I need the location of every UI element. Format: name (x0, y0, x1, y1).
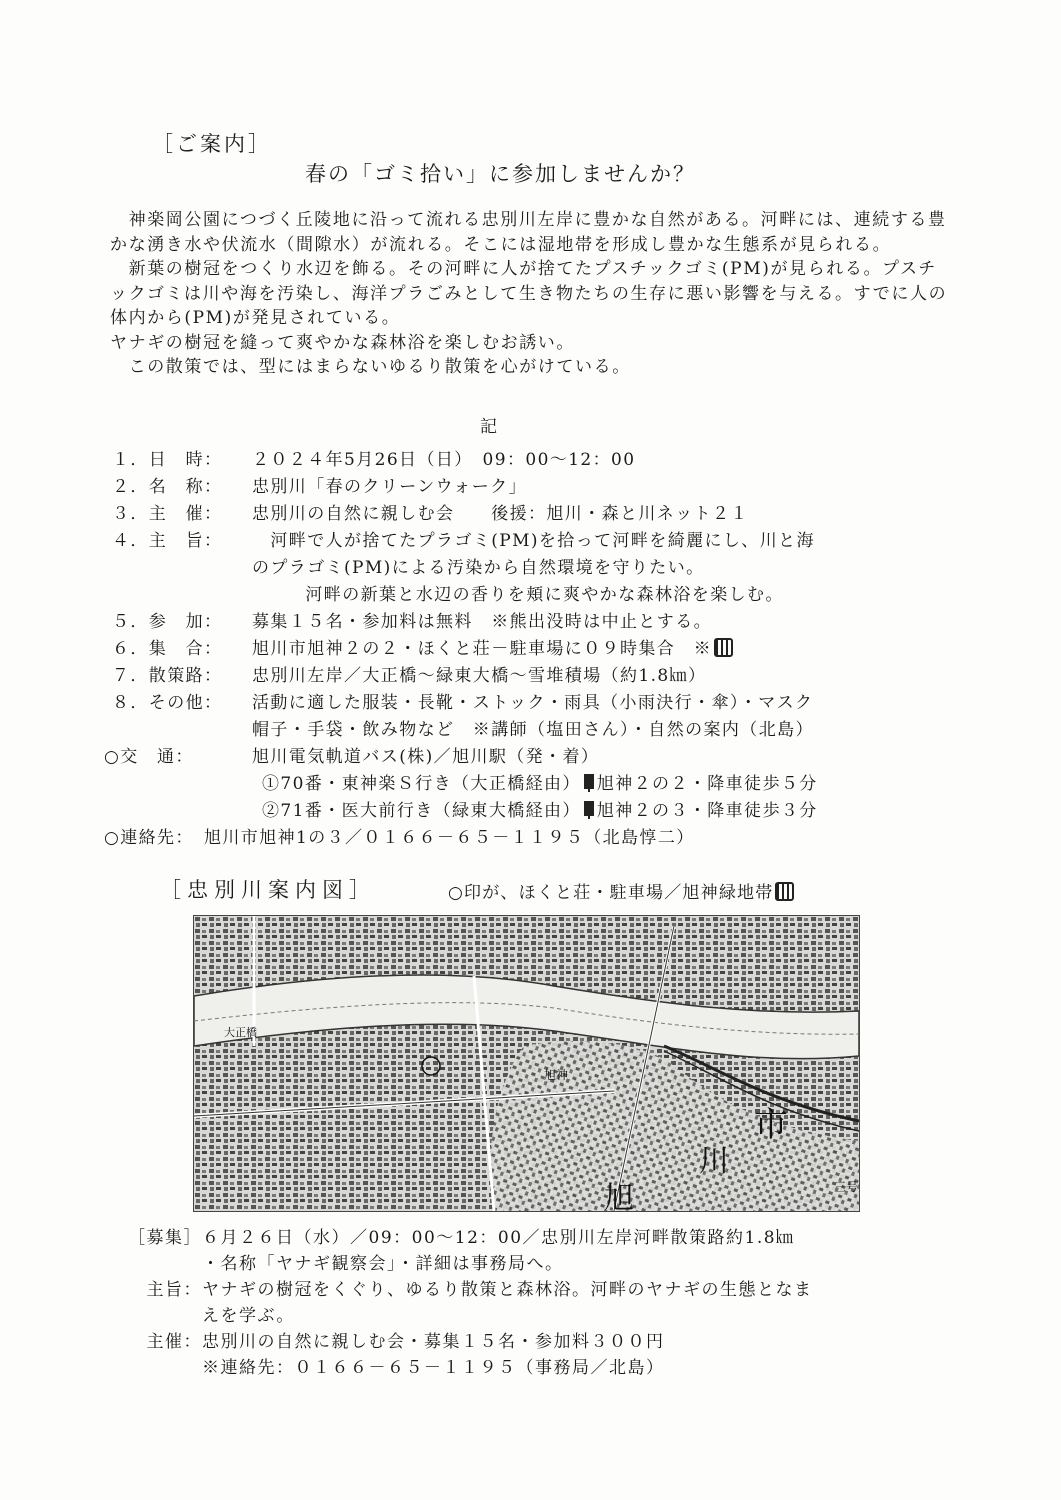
bus-route-2 (112, 795, 942, 822)
green-belt-icon (775, 882, 794, 901)
detail-value-wrap (252, 634, 942, 659)
transport-key: ○交 通： (104, 747, 194, 767)
recruit-value: ６月２６日（水）／09：00～12：00／忠別川左岸河畔散策路約1.8㎞ (202, 1227, 795, 1248)
detail-row-organizer (112, 498, 942, 525)
recruit-purpose-value: ヤナギの樹冠をくぐり、ゆるり散策と森林浴。河畔のヤナギの生態となま (202, 1279, 813, 1300)
detail-key: ７．散策路： (112, 666, 223, 686)
detail-row-name (112, 471, 942, 498)
recruit-purpose-row (118, 1274, 958, 1300)
detail-value: 忠別川の自然に親しむ会 後援：旭川・森と川ネット２１ (252, 504, 749, 524)
page-title: 春の「ゴミ拾い」に参加しませんか？ (305, 162, 696, 186)
detail-value: 旭川市旭神２の２・ほくと荘－駐車場に０９時集合 ※ (252, 639, 712, 659)
recruit-continuation: ・名称「ヤナギ観察会」・詳細は事務局へ。 (202, 1253, 564, 1274)
river-map (193, 915, 860, 1212)
bus-stop-text: 旭神２の３・降車徒歩３分 (596, 801, 818, 821)
detail-key: ４．主 旨： (112, 531, 223, 551)
detail-row-participation (112, 606, 942, 633)
detail-key: ２．名 称： (112, 477, 223, 497)
recruit-row (118, 1222, 958, 1248)
map-legend (448, 878, 794, 903)
intro-paragraph: この散策では、型にはまらないゆるり散策を心がけている。 (110, 357, 631, 377)
intro-paragraph: 神楽岡公園につづく丘陵地に沿って流れる忠別川左岸に豊かな自然がある。河畔には、連続する豊かな湧き水や伏流水（間隙水）が流れる。そこには湿地帯を形成し豊かな生態系が見られる。 (110, 210, 947, 255)
detail-row-meeting (112, 633, 942, 660)
map-label-city: 市 (754, 1105, 788, 1145)
bus-stop-text: 旭神２の２・降車徒歩５分 (596, 774, 818, 794)
detail-row-other (112, 687, 942, 714)
recruit-purpose-key: 主旨： (146, 1279, 202, 1300)
map-legend-text: ○印が、ほくと荘・駐車場／旭神緑地帯 (448, 883, 774, 903)
detail-key: ３．主 催： (112, 504, 223, 524)
map-image (194, 916, 859, 1211)
notice-label: ［ご案内］ (152, 132, 272, 156)
detail-key: ８．その他： (112, 693, 223, 713)
map-label-asahi: 旭 (604, 1181, 634, 1211)
map-label-taisho: 大正橋 (224, 1026, 257, 1039)
detail-row-route (112, 660, 942, 687)
map-label-kawa: 川 (699, 1144, 729, 1179)
detail-continuation: 帽子・手袋・飲み物など ※講師（塩田さん）・自然の案内（北島） (252, 720, 814, 740)
transport-row (104, 741, 942, 768)
detail-row-date (112, 444, 942, 471)
recruit-organizer-key: 主催： (146, 1331, 202, 1352)
bus-route-text: ②71番・医大前行き（緑東大橋経由） (262, 801, 581, 821)
intro-paragraph: 新葉の樹冠をつくり水辺を飾る。その河畔に人が捨てたプスチックゴミ(PM)が見られる。プスチックゴミは川や海を汚染し、海洋プラごみとして生き物たちの生存に悪い影響を与える。すでに人の体内から(PM)が発見されている。 (110, 259, 948, 328)
map-label-kyokushin: 旭神 (544, 1068, 569, 1082)
detail-value: 河畔で人が捨てたプラゴミ(PM)を拾って河畔を綺麗にし、川と海 (252, 531, 815, 551)
detail-continuation: 河畔の新葉と水辺の香りを頬に爽やかな森林浴を楽しむ。 (287, 585, 784, 605)
contact-value: 旭川市旭神1の３／０１６６－６５－１１９５（北島惇二） (204, 828, 695, 848)
green-belt-icon (714, 638, 733, 657)
transport-value: 旭川電気軌道バス(株)／旭川駅（発・着） (252, 747, 600, 767)
intro-text (110, 208, 950, 380)
detail-value: ２０２４年5月26日（日） 09：00～12：00 (252, 450, 636, 470)
recruit-purpose-continuation: えを学ぶ。 (202, 1305, 295, 1326)
ki-mark: 記 (480, 417, 497, 437)
detail-row-purpose (112, 525, 942, 552)
detail-key: ６．集 合： (112, 639, 223, 659)
map-label-sango: 三号 (834, 1180, 859, 1194)
bus-route-1 (112, 768, 942, 795)
recruitment-section (118, 1222, 958, 1378)
detail-value: 忠別川左岸／大正橋～緑東大橋～雪堆積場（約1.8㎞） (252, 666, 707, 686)
detail-value: 忠別川「春のクリーンウォーク」 (252, 477, 527, 497)
recruit-organizer-value: 忠別川の自然に親しむ会・募集１５名・参加料３００円 (202, 1331, 665, 1352)
recruit-key: ［募集］ (128, 1227, 202, 1248)
map-heading: ［忠別川案内図］ (160, 878, 376, 902)
detail-value: 活動に適した服装・長靴・ストック・雨具（小雨決行・傘）・マスク (252, 693, 814, 713)
detail-key: １．日 時： (112, 450, 223, 470)
recruit-contact: ※連絡先：０１６６－６５－１１９５（事務局／北島） (202, 1357, 665, 1378)
bus-route-text: ①70番・東神楽Ｓ行き（大正橋経由） (262, 774, 581, 794)
detail-key: ５．参 加： (112, 612, 223, 632)
event-details (104, 444, 942, 849)
intro-paragraph: ヤナギの樹冠を縫って爽やかな森林浴を楽しむお誘い。 (110, 332, 575, 353)
bus-stop-icon (584, 774, 594, 789)
bus-stop-icon (584, 801, 594, 816)
detail-value: 募集１５名・参加料は無料 ※熊出没時は中止とする。 (252, 612, 712, 632)
contact-row (104, 822, 942, 849)
contact-key: ○連絡先： (104, 828, 194, 848)
detail-continuation: のプラゴミ(PM)による汚染から自然環境を守りたい。 (252, 558, 705, 578)
recruit-organizer-row (118, 1326, 958, 1352)
